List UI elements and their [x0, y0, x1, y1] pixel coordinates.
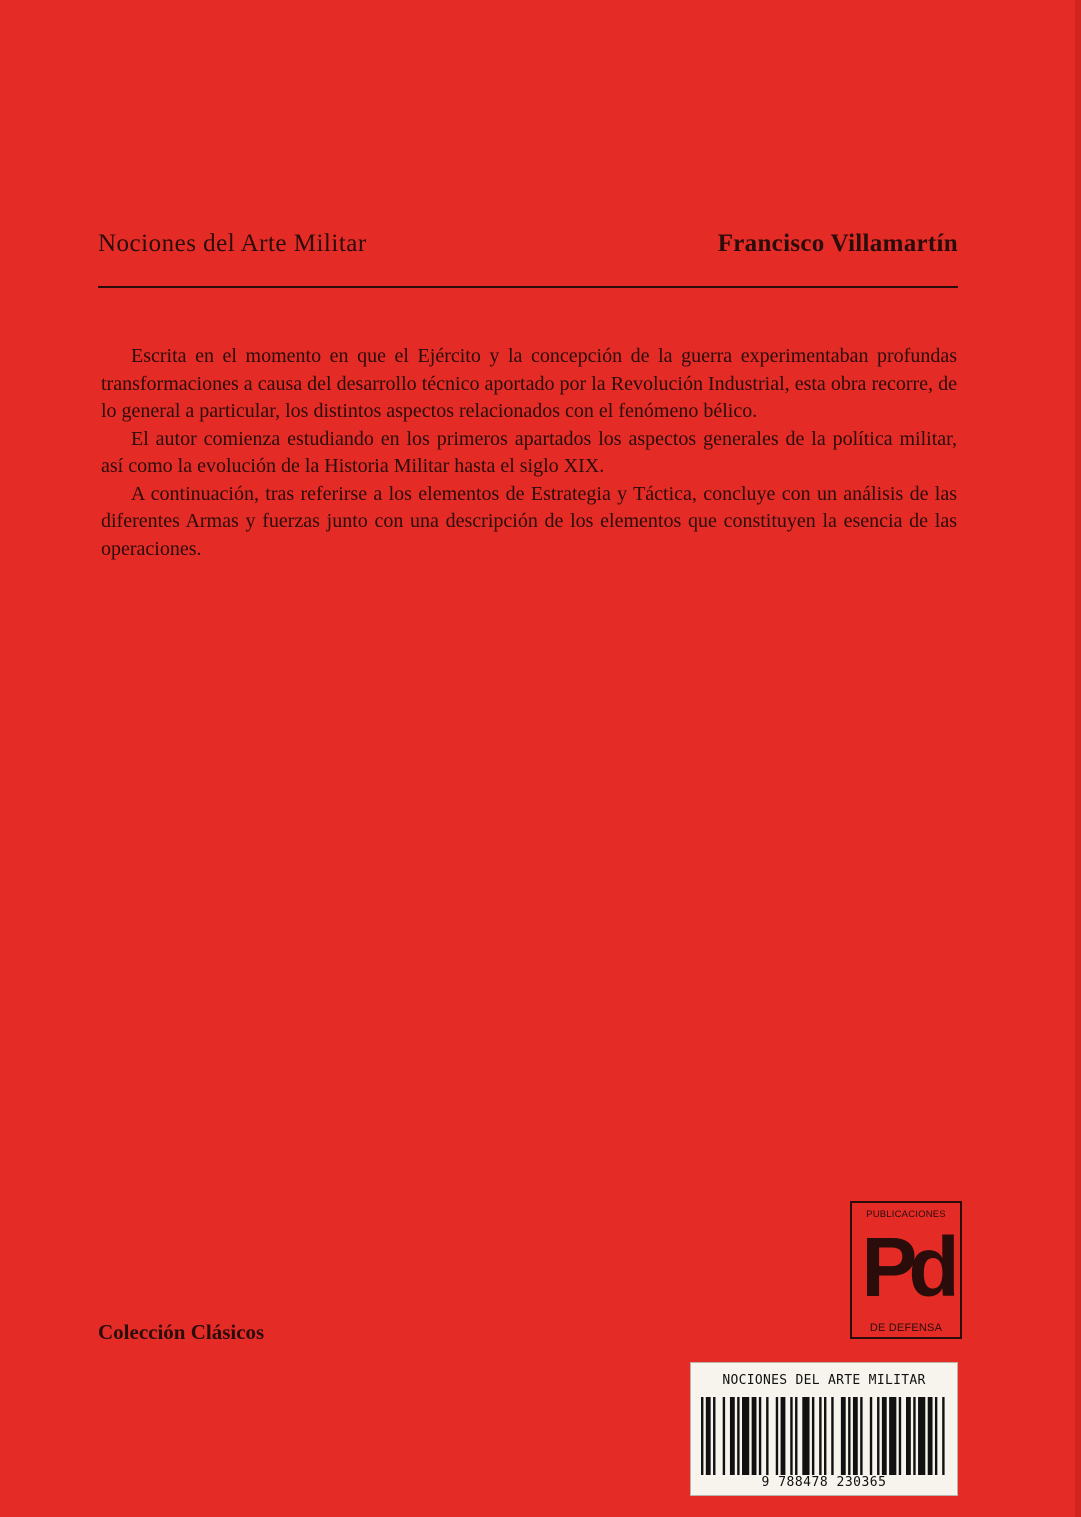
barcode-bar [877, 1397, 879, 1475]
barcode-bar [730, 1397, 735, 1475]
barcode-bar [776, 1397, 778, 1475]
barcode-bar [781, 1397, 786, 1475]
blurb [101, 343, 957, 563]
logo-bottom-text: DE DEFENSA [869, 1322, 943, 1334]
barcode-bar [853, 1397, 858, 1475]
blurb-paragraph-1: Escrita en el momento en que el Ejército y la concepción de la guerra experimentaban profundas transformaciones a causa del desarrollo técnico aportado por la Revolución Industrial, esta obra recorre, de lo general a particular, los distintos aspectos relacionados con el fenómeno bélico. [101, 345, 957, 422]
barcode-bar [935, 1397, 937, 1475]
barcode-bar [918, 1397, 925, 1475]
barcode-bar [701, 1397, 703, 1475]
barcode-bar [723, 1397, 725, 1475]
logo-top-text: PUBLICACIONES [866, 1209, 946, 1220]
isbn-number: 9 788478 230365 [761, 1475, 887, 1490]
barcode-sticker [690, 1362, 958, 1496]
barcode-bar [882, 1397, 887, 1475]
cover-header [98, 230, 958, 266]
publisher-logo [850, 1201, 962, 1339]
cover-edge [1075, 0, 1081, 1517]
barcode-bar [737, 1397, 739, 1475]
barcode-bar [706, 1397, 711, 1475]
barcode-bar [942, 1397, 944, 1475]
barcode-bar [752, 1397, 757, 1475]
blurb-paragraph-2: El autor comienza estudiando en los primeros apartados los aspectos generales de la política militar, así como la evolución de la Historia Militar hasta el siglo XIX. [101, 427, 957, 477]
barcode-bar [759, 1397, 761, 1475]
book-title: Nociones del Arte Militar [98, 230, 367, 257]
barcode-bar [899, 1397, 901, 1475]
barcode-bar [870, 1397, 872, 1475]
header-rule [98, 286, 958, 288]
barcode-bar [906, 1397, 911, 1475]
barcode-bar [860, 1397, 862, 1475]
barcode-bar [819, 1397, 821, 1475]
barcode-bar [913, 1397, 915, 1475]
barcode-bar [802, 1397, 809, 1475]
blurb-paragraph-3: A continuación, tras referirse a los elementos de Estrategia y Táctica, concluye con un análisis de las diferentes Armas y fuerzas junto con una descripción de los elementos que constituyen la esencia de las operaciones. [101, 482, 957, 560]
barcode-bar [848, 1397, 850, 1475]
barcode-bar [713, 1397, 715, 1475]
author-name: Francisco Villamartín [717, 230, 958, 257]
barcode-bar [824, 1397, 826, 1475]
sticker-title: NOCIONES DEL ARTE MILITAR [722, 1373, 926, 1388]
barcode-bar [795, 1397, 797, 1475]
barcode [701, 1397, 947, 1475]
barcode-bar [812, 1397, 814, 1475]
logo-mark: Pd [861, 1220, 951, 1314]
barcode-bar [831, 1397, 833, 1475]
barcode-bar [790, 1397, 792, 1475]
barcode-bar [766, 1397, 768, 1475]
barcode-bar [841, 1397, 846, 1475]
barcode-bar [889, 1397, 896, 1475]
barcode-bar [742, 1397, 749, 1475]
barcode-bar [928, 1397, 933, 1475]
collection-name: Colección Clásicos [98, 1320, 265, 1344]
